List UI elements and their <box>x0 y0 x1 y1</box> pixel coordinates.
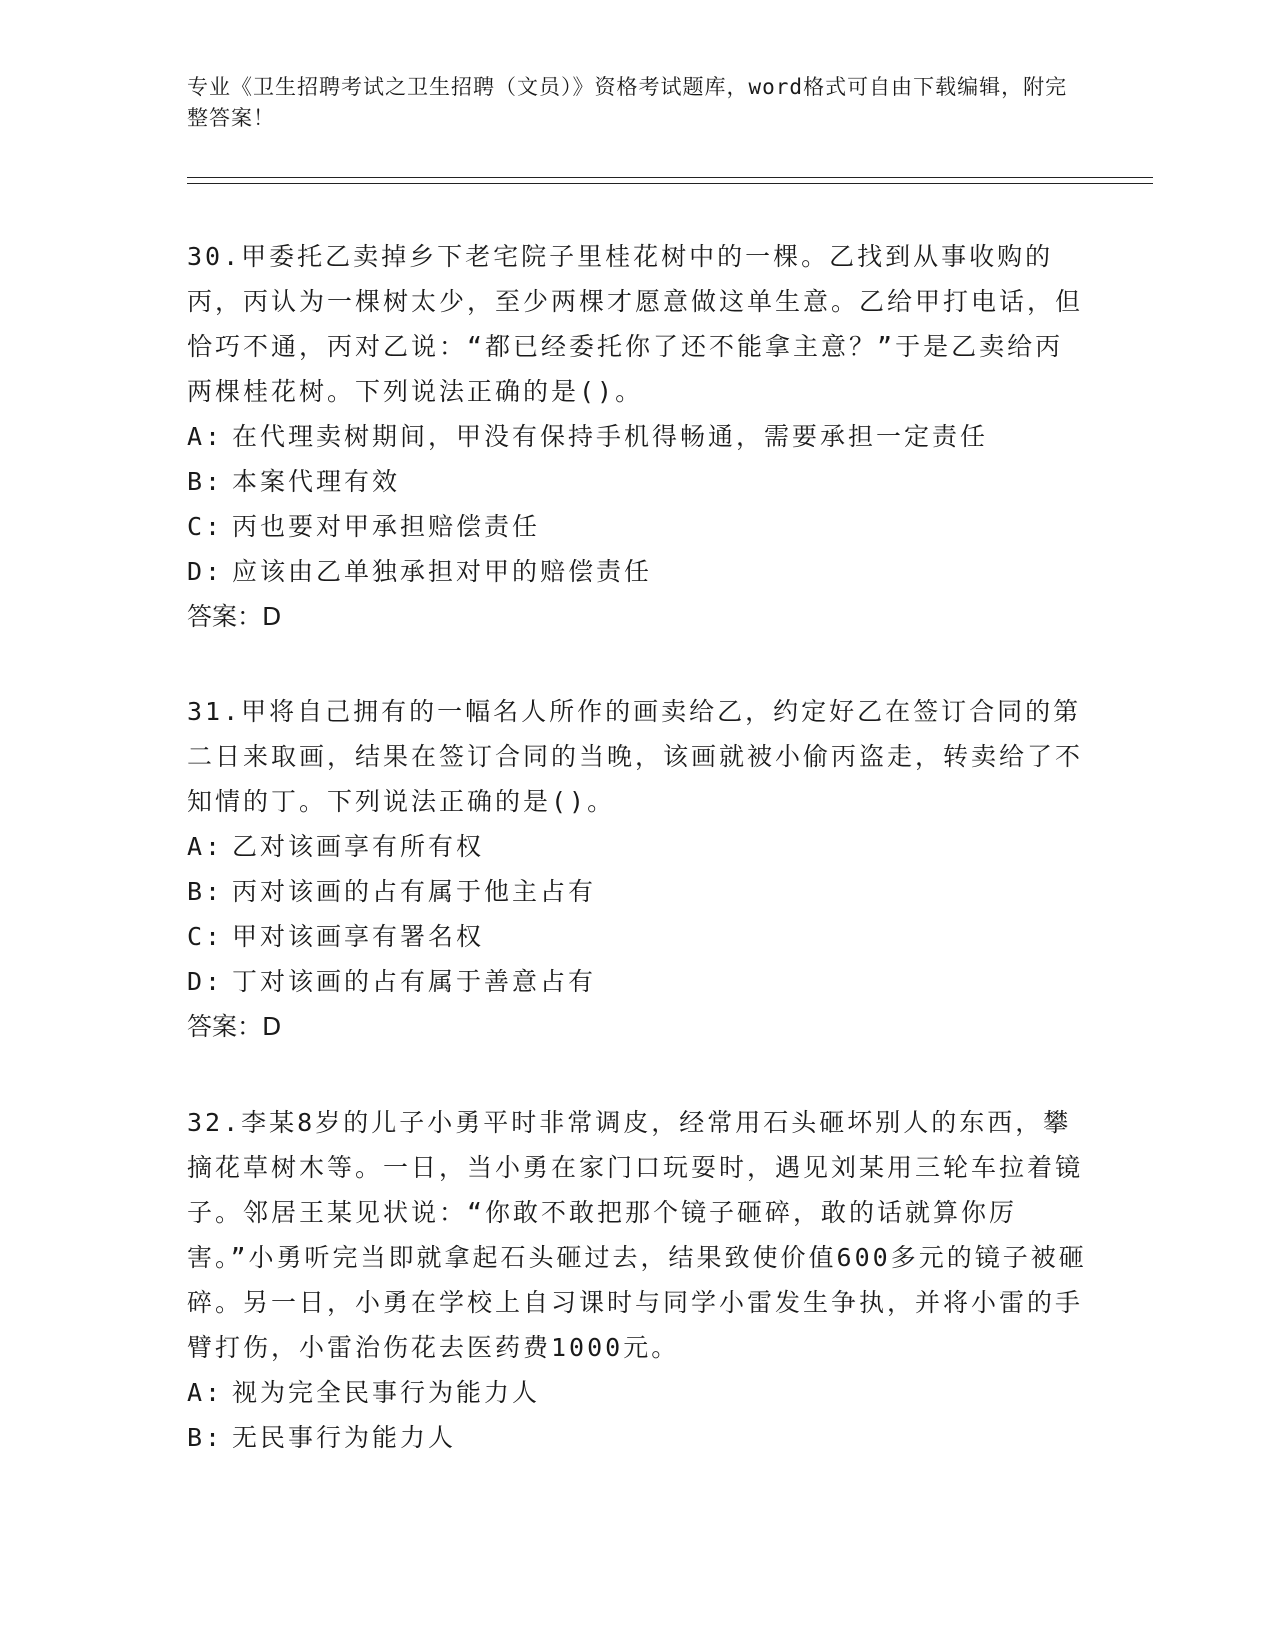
option-text: 本案代理有效 <box>232 467 401 496</box>
option-key: A: <box>187 422 224 451</box>
option-d <box>187 959 1087 1004</box>
option-text: 在代理卖树期间，甲没有保持手机得畅通，需要承担一定责任 <box>232 422 989 451</box>
option-c <box>187 914 1087 959</box>
option-key: C: <box>187 922 224 951</box>
question-stem: 32.李某8岁的儿子小勇平时非常调皮，经常用石头砸坏别人的东西，攀摘花草树木等。一日，当小勇在家门口玩耍时，遇见刘某用三轮车拉着镜子。邻居王某见状说：“你敢不敢把那个镜子砸碎，敢的话就算你厉害。”小勇听完当即就拿起石头砸过去，结果致使价值600多元的镜子被砸碎。另一日，小勇在学校上自习课时与同学小雷发生争执，并将小雷的手臂打伤，小雷治伤花去医药费1000元。 <box>187 1108 1087 1362</box>
header-divider-bottom <box>187 183 1153 184</box>
option-key: D: <box>187 557 224 586</box>
option-a <box>187 1370 1087 1415</box>
option-text: 无民事行为能力人 <box>232 1423 457 1452</box>
question-stem: 31.甲将自己拥有的一幅名人所作的画卖给乙，约定好乙在签订合同的第二日来取画，结果在签订合同的当晚，该画就被小偷丙盗走，转卖给了不知情的丁。下列说法正确的是()。 <box>187 697 1084 816</box>
option-key: B: <box>187 877 224 906</box>
option-key: B: <box>187 467 224 496</box>
document-header: 专业《卫生招聘考试之卫生招聘（文员）》资格考试题库，word格式可自由下载编辑，附完整答案！ <box>187 75 1068 130</box>
option-c <box>187 504 1087 549</box>
option-text: 视为完全民事行为能力人 <box>232 1378 541 1407</box>
option-text: 乙对该画享有所有权 <box>232 832 485 861</box>
option-text: 丙也要对甲承担赔偿责任 <box>232 512 541 541</box>
option-key: A: <box>187 1378 224 1407</box>
option-b <box>187 1415 1087 1460</box>
question-31 <box>187 689 1087 1049</box>
question-stem: 30.甲委托乙卖掉乡下老宅院子里桂花树中的一棵。乙找到从事收购的丙，丙认为一棵树太少，至少两棵才愿意做这单生意。乙给甲打电话，但恰巧不通，丙对乙说：“都已经委托你了还不能拿主意？”于是乙卖给丙两棵桂花树。下列说法正确的是()。 <box>187 242 1084 406</box>
option-key: D: <box>187 967 224 996</box>
answer-line: 答案：D <box>187 1012 282 1041</box>
option-d <box>187 549 1087 594</box>
option-key: C: <box>187 512 224 541</box>
option-a <box>187 414 1087 459</box>
option-b <box>187 459 1087 504</box>
question-30 <box>187 234 1087 639</box>
answer-line: 答案：D <box>187 602 282 631</box>
option-text: 甲对该画享有署名权 <box>232 922 485 951</box>
option-text: 丙对该画的占有属于他主占有 <box>232 877 597 906</box>
option-text: 应该由乙单独承担对甲的赔偿责任 <box>232 557 653 586</box>
option-key: B: <box>187 1423 224 1452</box>
header-divider-top <box>187 177 1153 178</box>
option-key: A: <box>187 832 224 861</box>
option-a <box>187 824 1087 869</box>
question-32 <box>187 1100 1087 1460</box>
option-b <box>187 869 1087 914</box>
option-text: 丁对该画的占有属于善意占有 <box>232 967 597 996</box>
